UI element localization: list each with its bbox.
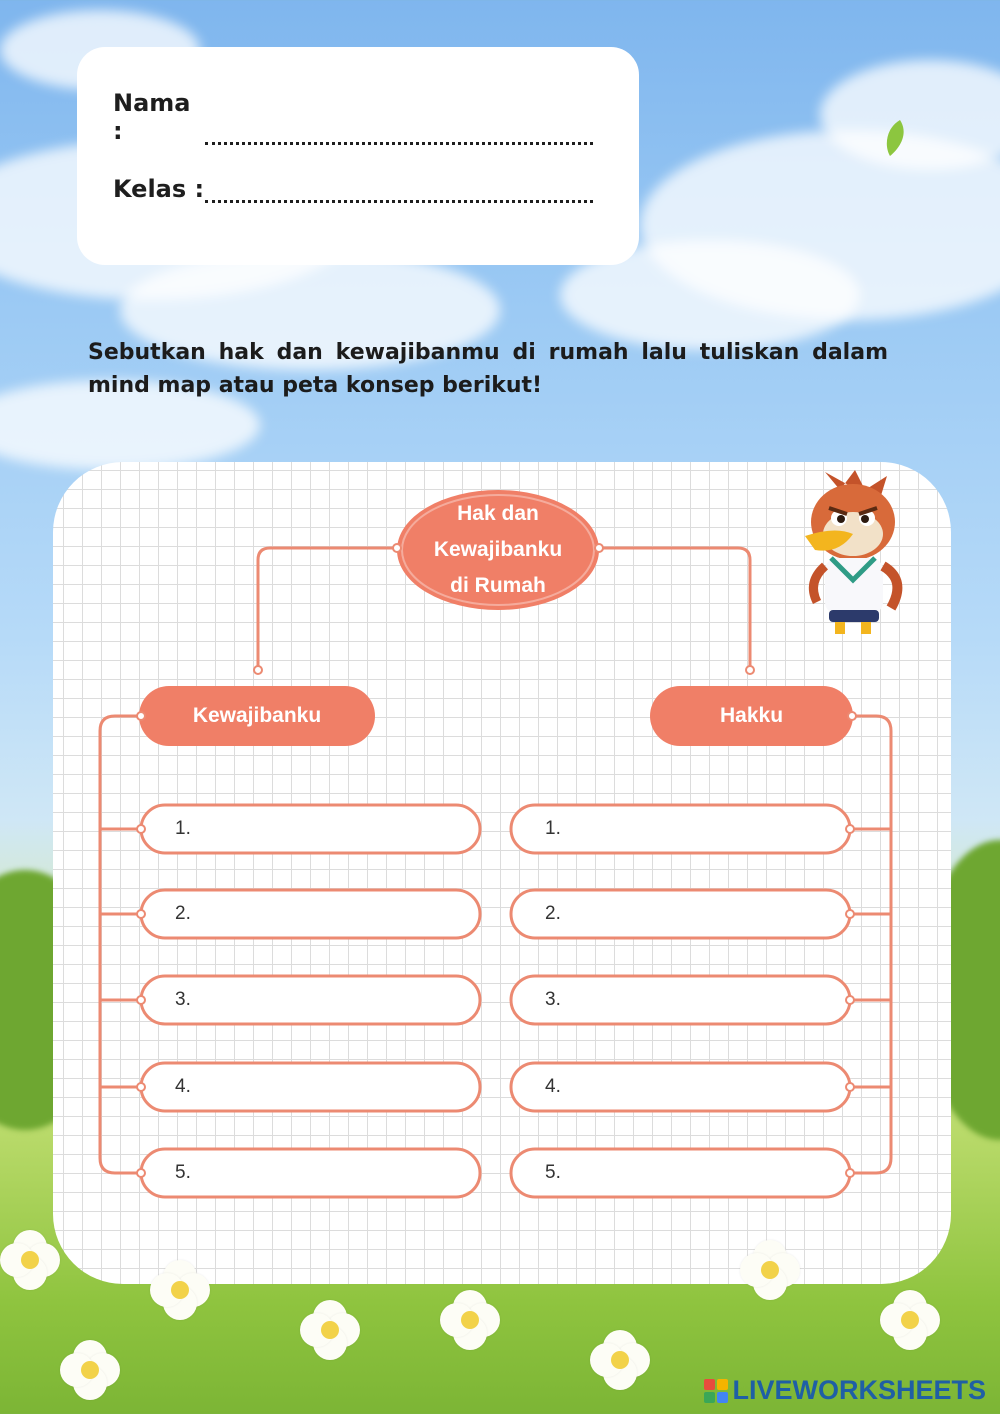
daisy-icon (0, 1230, 60, 1290)
slot-number: 3. (175, 989, 191, 1010)
bird-mascot-icon (795, 462, 915, 642)
watermark-text: LIVEWORKSHEETS (732, 1375, 986, 1405)
liveworksheets-logo-icon (704, 1379, 728, 1403)
slot-number: 1. (175, 818, 191, 839)
daisy-icon (150, 1260, 210, 1320)
slot-number: 2. (545, 903, 561, 924)
daisy-icon (740, 1240, 800, 1300)
daisy-icon (590, 1330, 650, 1390)
class-label: Kelas : (113, 175, 205, 203)
branch-rights: Hakku (719, 704, 784, 727)
liveworksheets-watermark (704, 1375, 986, 1406)
name-label: Nama : (113, 89, 191, 145)
obligation-slot-2[interactable] (141, 890, 479, 938)
obligation-slot-3[interactable] (141, 976, 479, 1024)
obligation-slot-4[interactable] (141, 1063, 479, 1111)
right-slot-3[interactable] (511, 976, 849, 1024)
obligation-slot-5[interactable] (141, 1149, 479, 1197)
slot-number: 5. (545, 1162, 561, 1183)
right-slot-1[interactable] (511, 805, 849, 853)
daisy-icon (440, 1290, 500, 1350)
daisy-icon (300, 1300, 360, 1360)
slot-number: 4. (545, 1076, 561, 1097)
slot-number: 1. (545, 818, 561, 839)
instruction-text: Sebutkan hak dan kewajibanmu di rumah lalu tuliskan dalam mind map atau peta konsep berikut! (88, 340, 888, 398)
daisy-icon (880, 1290, 940, 1350)
obligation-slot-1[interactable] (141, 805, 479, 853)
right-slot-5[interactable] (511, 1149, 849, 1197)
slot-number: 2. (175, 903, 191, 924)
right-slot-2[interactable] (511, 890, 849, 938)
daisy-icon (60, 1340, 120, 1400)
right-slot-4[interactable] (511, 1063, 849, 1111)
slot-number: 5. (175, 1162, 191, 1183)
slot-number: 4. (175, 1076, 191, 1097)
branch-obligations: Kewajibanku (192, 704, 322, 727)
slot-number: 3. (545, 989, 561, 1010)
mindmap-root-node: Hak dan Kewajibanku di Rumah (433, 502, 563, 597)
